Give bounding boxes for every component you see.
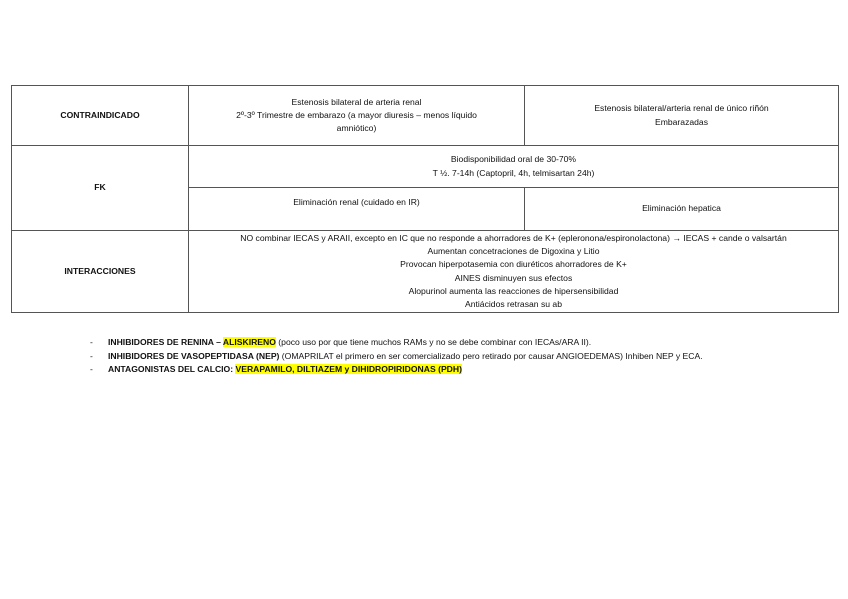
text-line: T ½. 7-14h (Captopril, 4h, telmisartan 24h)	[432, 167, 595, 178]
text-line: amniótico)	[336, 123, 377, 134]
row-fk	[12, 146, 839, 188]
row-header: CONTRAINDICADO	[12, 86, 189, 146]
bullet-label: INHIBIDORES DE VASOPEPTIDASA (NEP)	[108, 350, 280, 361]
row-header: FK	[12, 146, 189, 231]
text-line: Provocan hiperpotasemia con diuréticos ahorradores de K+	[400, 259, 627, 270]
bullet-dash: -	[90, 364, 93, 375]
bullet-list	[90, 336, 703, 377]
list-item	[90, 363, 703, 377]
interacciones-cell	[189, 231, 839, 313]
text-line: AINES disminuyen sus efectos	[454, 272, 573, 283]
text-line: Estenosis bilateral/arteria renal de único riñón	[594, 103, 769, 114]
bullet-label: ANTAGONISTAS DEL CALCIO:	[108, 364, 236, 375]
text-line: Antiácidos retrasan su ab	[465, 298, 562, 309]
text-line: Aumentan concetraciones de Digoxina y Litio	[427, 246, 600, 257]
highlighted-text: ALISKIRENO	[222, 337, 276, 347]
text-line: Biodisponibilidad oral de 30-70%	[450, 154, 577, 165]
fk-span-cell	[189, 146, 839, 188]
fk-cell-b: Eliminación hepatica	[525, 188, 839, 231]
row-header: INTERACCIONES	[12, 231, 189, 313]
contraindicado-cell-b	[525, 86, 839, 146]
pharmacology-table	[11, 85, 839, 313]
text-line: Estenosis bilateral de arteria renal	[291, 96, 422, 107]
text-line: Embarazadas	[654, 116, 709, 127]
bullet-dash: -	[90, 337, 93, 347]
list-item	[90, 336, 703, 350]
text-line: 2º-3º Trimestre de embarazo (a mayor diuresis – menos líquido	[236, 109, 477, 120]
bullet-text: (OMAPRILAT el primero en ser comercializado pero retirado por causar ANGIOEDEMAS) Inhiben NEP y ECA.	[279, 350, 703, 361]
text-line: NO combinar IECAS y ARAII, excepto en IC que no responde a ahorradores de K+ (epleronona/espironolactona) → IECAS + cande o valsartán	[240, 232, 787, 243]
fk-cell-a: Eliminación renal (cuidado en IR)	[189, 188, 525, 231]
contraindicado-cell-a	[189, 86, 525, 146]
text-line: Alopurinol aumenta las reacciones de hipersensibilidad	[408, 285, 619, 296]
list-item	[90, 350, 703, 364]
bullet-dash: -	[90, 350, 93, 361]
bullet-text: (poco uso por que tiene muchos RAMs y no se debe combinar con IECAs/ARA II).	[275, 337, 592, 347]
row-contraindicado	[12, 86, 839, 146]
bullet-label: INHIBIDORES DE RENINA –	[108, 337, 223, 347]
row-interacciones	[12, 231, 839, 313]
highlighted-text: VERAPAMILO, DILTIAZEM y DIHIDROPIRIDONAS (PDH)	[235, 364, 462, 375]
